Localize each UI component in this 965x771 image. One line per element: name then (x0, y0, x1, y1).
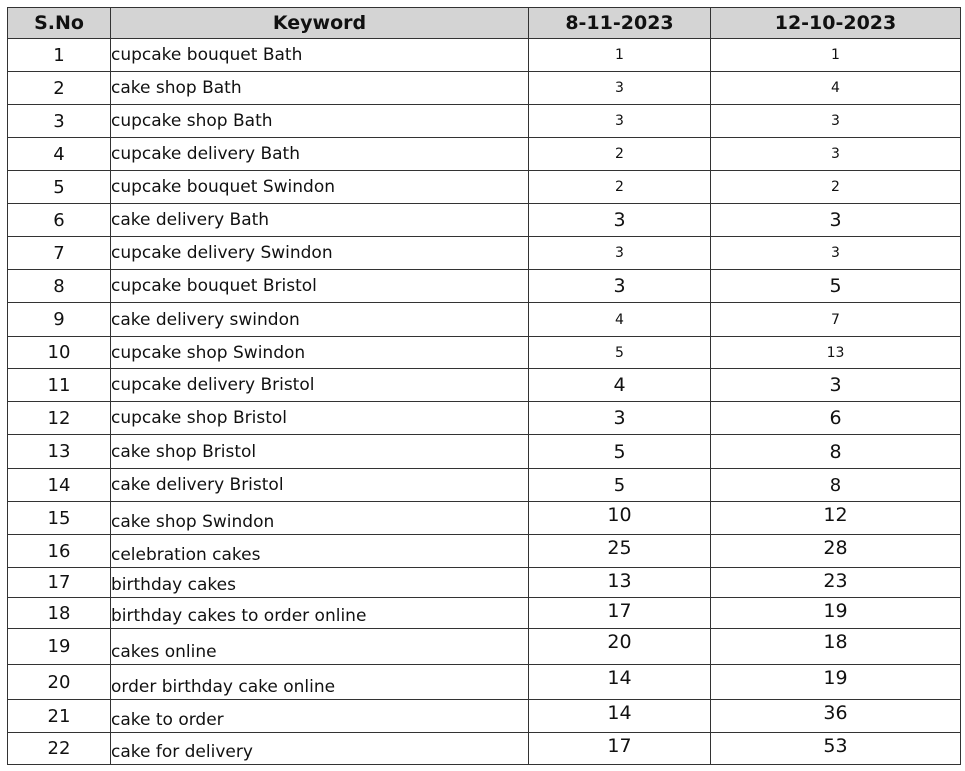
row-rank-date-1: 4 (529, 303, 711, 337)
table-row (8, 665, 961, 700)
row-rank-date-1: 17 (529, 598, 711, 629)
row-rank-date-2: 19 (711, 665, 961, 700)
row-sno: 4 (8, 138, 111, 171)
row-rank-date-2: 5 (711, 270, 961, 303)
table-row (8, 72, 961, 105)
row-rank-date-2: 3 (711, 138, 961, 171)
table-row (8, 502, 961, 535)
row-sno: 2 (8, 72, 111, 105)
row-rank-date-2: 23 (711, 568, 961, 598)
row-rank-date-1: 13 (529, 568, 711, 598)
row-keyword: cake to order (111, 700, 529, 733)
row-keyword: cupcake bouquet Bath (111, 39, 529, 72)
table-row (8, 303, 961, 337)
table-row (8, 337, 961, 369)
row-sno: 18 (8, 598, 111, 629)
row-sno: 20 (8, 665, 111, 700)
row-keyword: cake shop Swindon (111, 502, 529, 535)
row-sno: 9 (8, 303, 111, 337)
table-row (8, 270, 961, 303)
row-rank-date-1: 5 (529, 469, 711, 502)
row-keyword: cupcake bouquet Bristol (111, 270, 529, 303)
row-keyword: cupcake delivery Swindon (111, 237, 529, 270)
row-keyword: cupcake delivery Bristol (111, 369, 529, 402)
row-rank-date-2: 3 (711, 204, 961, 237)
row-rank-date-2: 2 (711, 171, 961, 204)
row-keyword: cupcake delivery Bath (111, 138, 529, 171)
row-sno: 3 (8, 105, 111, 138)
table-row (8, 598, 961, 629)
row-rank-date-2: 19 (711, 598, 961, 629)
table-row (8, 568, 961, 598)
header-row (8, 8, 961, 39)
row-rank-date-1: 3 (529, 237, 711, 270)
row-rank-date-2: 4 (711, 72, 961, 105)
row-keyword: cake shop Bristol (111, 435, 529, 469)
table-row (8, 402, 961, 435)
row-rank-date-2: 18 (711, 629, 961, 665)
table-row (8, 204, 961, 237)
row-rank-date-1: 3 (529, 270, 711, 303)
header-keyword: Keyword (111, 8, 529, 39)
row-rank-date-1: 14 (529, 700, 711, 733)
row-sno: 12 (8, 402, 111, 435)
row-rank-date-2: 6 (711, 402, 961, 435)
table-row (8, 629, 961, 665)
row-rank-date-1: 2 (529, 138, 711, 171)
row-rank-date-1: 14 (529, 665, 711, 700)
row-rank-date-1: 2 (529, 171, 711, 204)
row-sno: 21 (8, 700, 111, 733)
row-sno: 16 (8, 535, 111, 568)
table-row (8, 237, 961, 270)
row-rank-date-2: 8 (711, 469, 961, 502)
row-sno: 14 (8, 469, 111, 502)
header-date-2: 12-10-2023 (711, 8, 961, 39)
row-rank-date-1: 5 (529, 337, 711, 369)
row-rank-date-2: 12 (711, 502, 961, 535)
keyword-ranking-table (7, 7, 961, 765)
row-rank-date-2: 13 (711, 337, 961, 369)
row-rank-date-1: 5 (529, 435, 711, 469)
row-rank-date-2: 8 (711, 435, 961, 469)
row-sno: 7 (8, 237, 111, 270)
row-rank-date-2: 3 (711, 369, 961, 402)
row-rank-date-2: 28 (711, 535, 961, 568)
row-rank-date-2: 3 (711, 105, 961, 138)
row-rank-date-1: 10 (529, 502, 711, 535)
row-keyword: cake shop Bath (111, 72, 529, 105)
row-rank-date-1: 20 (529, 629, 711, 665)
row-sno: 8 (8, 270, 111, 303)
row-keyword: cake delivery Bristol (111, 469, 529, 502)
row-rank-date-1: 3 (529, 402, 711, 435)
row-sno: 17 (8, 568, 111, 598)
table-row (8, 39, 961, 72)
table-row (8, 369, 961, 402)
table-row (8, 105, 961, 138)
row-rank-date-1: 17 (529, 733, 711, 765)
row-rank-date-1: 4 (529, 369, 711, 402)
row-sno: 19 (8, 629, 111, 665)
row-rank-date-2: 7 (711, 303, 961, 337)
row-sno: 13 (8, 435, 111, 469)
row-sno: 1 (8, 39, 111, 72)
row-keyword: cakes online (111, 629, 529, 665)
row-rank-date-1: 25 (529, 535, 711, 568)
row-keyword: cupcake bouquet Swindon (111, 171, 529, 204)
row-keyword: cupcake shop Swindon (111, 337, 529, 369)
row-sno: 22 (8, 733, 111, 765)
row-keyword: celebration cakes (111, 535, 529, 568)
row-sno: 5 (8, 171, 111, 204)
row-rank-date-1: 3 (529, 204, 711, 237)
row-rank-date-1: 1 (529, 39, 711, 72)
row-keyword: cake delivery swindon (111, 303, 529, 337)
table-row (8, 733, 961, 765)
table-row (8, 171, 961, 204)
row-sno: 10 (8, 337, 111, 369)
row-keyword: cake delivery Bath (111, 204, 529, 237)
table-row (8, 535, 961, 568)
row-rank-date-1: 3 (529, 72, 711, 105)
row-rank-date-1: 3 (529, 105, 711, 138)
row-keyword: cupcake shop Bath (111, 105, 529, 138)
table-row (8, 435, 961, 469)
row-rank-date-2: 36 (711, 700, 961, 733)
table-row (8, 138, 961, 171)
row-sno: 11 (8, 369, 111, 402)
row-keyword: birthday cakes (111, 568, 529, 598)
header-sno: S.No (8, 8, 111, 39)
row-keyword: cake for delivery (111, 733, 529, 765)
row-keyword: cupcake shop Bristol (111, 402, 529, 435)
row-rank-date-2: 1 (711, 39, 961, 72)
header-date-1: 8-11-2023 (529, 8, 711, 39)
table-row (8, 469, 961, 502)
row-rank-date-2: 53 (711, 733, 961, 765)
row-keyword: birthday cakes to order online (111, 598, 529, 629)
row-sno: 6 (8, 204, 111, 237)
table-row (8, 700, 961, 733)
row-keyword: order birthday cake online (111, 665, 529, 700)
row-sno: 15 (8, 502, 111, 535)
row-rank-date-2: 3 (711, 237, 961, 270)
